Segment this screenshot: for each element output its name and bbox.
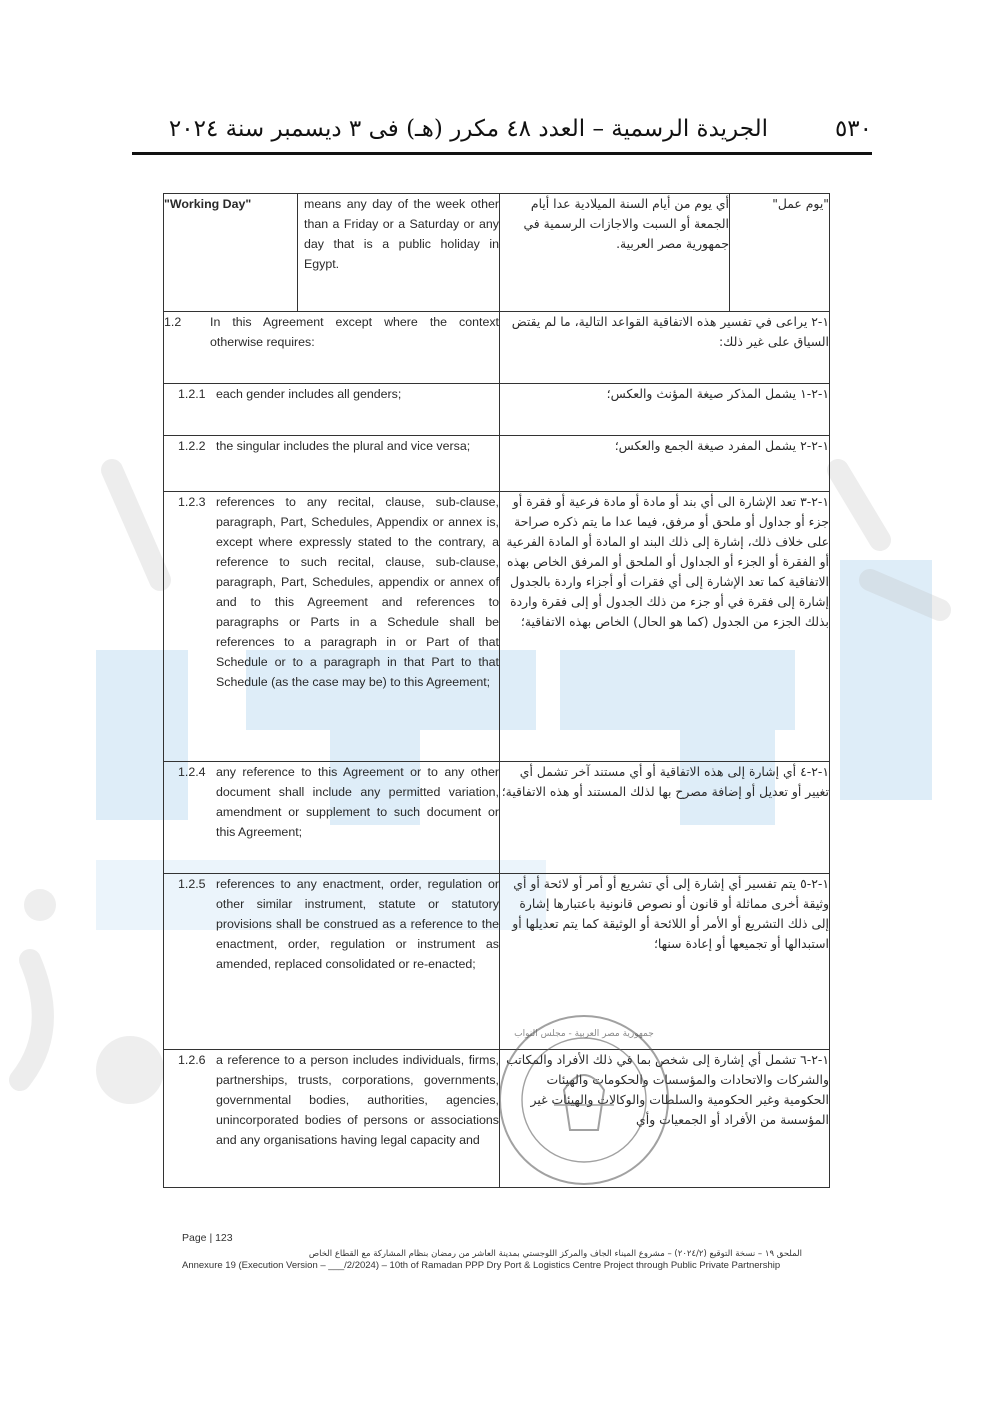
clause-en bbox=[164, 384, 500, 436]
page-label: Page | 123 bbox=[182, 1232, 233, 1244]
meaning-en: means any day of the week other than a Friday or a Saturday or any day that is a public holiday in Egypt. bbox=[298, 194, 500, 312]
clause-number: 1.2.5 bbox=[178, 877, 206, 891]
table-row bbox=[164, 384, 830, 436]
clause-number: 1.2.4 bbox=[178, 765, 206, 779]
clause-en bbox=[164, 762, 500, 874]
clause-ar: ١-٢-١ يشمل المذكر صيغة المؤنث والعكس؛ bbox=[500, 384, 830, 436]
term-en: "Working Day" bbox=[164, 194, 298, 312]
stamp-text: جمهورية مصر العربية - مجلس النواب bbox=[514, 1029, 654, 1039]
table-row bbox=[164, 1050, 830, 1188]
clause-number: 1.2.3 bbox=[178, 495, 206, 509]
clause-ar: ١-٢-٤ أي إشارة إلى هذه الاتفاقية أو أي مستند آخر تشمل أي تغيير أو تعديل أو إضافة مصرح بها لذلك المستند أو هذه الاتفاقية؛ bbox=[500, 762, 830, 874]
clause-en bbox=[164, 492, 500, 762]
clause-text: a reference to a person includes individuals, firms, partnerships, trusts, corporations, governments, governmental bodies, authorities, agencies, unincorporated bodies of persons or associations and any organisations having legal capacity and bbox=[216, 1053, 499, 1147]
table-row bbox=[164, 874, 830, 1050]
page-number: ٥٣٠ bbox=[834, 116, 872, 142]
table-row bbox=[164, 194, 830, 312]
clause-text: any reference to this Agreement or to any other document shall include any permitted variation, amendment or supplement to such document or this Agreement; bbox=[216, 765, 499, 839]
clause-ar: ١-٢-٢ يشمل المفرد صيغة الجمع والعكس؛ bbox=[500, 436, 830, 492]
clause-number: 1.2.1 bbox=[178, 387, 206, 401]
footer-english: Annexure 19 (Execution Version – ___/2/2024) – 10th of Ramadan PPP Dry Port & Logistics Centre Project through Public Private Partnership bbox=[182, 1260, 781, 1271]
clause-ar: ١-٢-٥ يتم تفسير أي إشارة إلى أي تشريع أو أمر أو لائحة أو أي وثيقة أخرى مماثلة أو قانون أو نصوص قانونية باعتبارها إشارة إلى ذلك التشريع أو الأمر أو اللائحة أو الوثيقة كما يتم تعديلها أو استبدالها أو تجميعها أو إعادة سنها؛ bbox=[500, 874, 830, 1050]
clause-ar: ١-٢-٣ تعد الإشارة الى أي بند أو مادة أو مادة فرعية أو فقرة أو جزء أو جداول أو ملحق أو مرفق، فيما عدا ما يتم ذكره صراحة على خلاف ذلك، إشارة إلى ذلك البند او المادة أو المادة الفرعية أو الفقرة أو الجزء أو الجداول أو الملحق أو المرفق الخاص بهذه الاتفاقية كما تعد الإشارة إلى أي فقرات أو أجزاء واردة بالجدول إشارة إلى فقرة في أو جزء من ذلك الجدول أو إلى فقرة واردة بذلك الجزء من الجدول (كما هو الحال) الخاص بهذه الاتفاقية؛ bbox=[500, 492, 830, 762]
page-header bbox=[132, 112, 872, 152]
meaning-ar: أي يوم من أيام السنة الميلادية عدا أيام الجمعة أو السبت والاجازات الرسمية في جمهورية مصر العربية. bbox=[500, 194, 730, 312]
clause-number: 1.2.6 bbox=[178, 1053, 206, 1067]
page-footer bbox=[182, 1232, 802, 1272]
footer-arabic: الملحق ١٩ – نسخة التوقيع (٢٠٢٤/٢) – مشروع الميناء الجاف والمركز اللوجستي بمدينة العاشر من رمضان بنظام المشاركة مع القطاع الخاص bbox=[308, 1249, 802, 1259]
gazette-title: الجريدة الرسمية – العدد ٤٨ مكرر (هـ) فى ٣ ديسمبر سنة ٢٠٢٤ bbox=[168, 116, 768, 142]
clause-number: 1.2 bbox=[164, 315, 182, 329]
clause-ar: ١-٢-٦ تشمل أي إشارة إلى شخص بما في ذلك الأفراد والمكاتب والشركات والاتحادات والمؤسسات والحكومات والهيئات الحكومية وغير الحكومية والسلطات والوكالات والهيئات غير المؤسسة من الأفراد أو الجمعيات وأي bbox=[500, 1050, 830, 1188]
clause-ar: ١-٢ يراعى في تفسير هذه الاتفاقية القواعد التالية، ما لم يقتض السياق على غير ذلك: bbox=[500, 312, 830, 384]
clause-text: references to any enactment, order, regulation or other similar instrument, statute or statutory provisions shall be construed as a reference to the enactment, order, regulation or instrument as amended, replaced consolidated or re-enacted; bbox=[216, 877, 499, 971]
clause-text: In this Agreement except where the context otherwise requires: bbox=[210, 315, 499, 349]
clause-en bbox=[164, 312, 500, 384]
term-ar: "يوم عمل" bbox=[730, 194, 830, 312]
agreement-table bbox=[163, 193, 830, 1188]
clause-en bbox=[164, 1050, 500, 1188]
clause-text: the singular includes the plural and vice versa; bbox=[216, 439, 471, 453]
header-divider bbox=[132, 152, 872, 155]
table-row bbox=[164, 312, 830, 384]
clause-en bbox=[164, 874, 500, 1050]
clause-text: each gender includes all genders; bbox=[216, 387, 402, 401]
table-row bbox=[164, 492, 830, 762]
clause-number: 1.2.2 bbox=[178, 439, 206, 453]
table-row bbox=[164, 436, 830, 492]
clause-text: references to any recital, clause, sub-clause, paragraph, Part, Schedules, Appendix or annex is, except where expressly stated to the contrary, a reference to such recital, clause, sub-clause, paragraph, Part, Schedules, appendix or annex of and to this Agreement and references to paragraphs or Parts in a Schedule shall be references to a paragraph in or Part of that Schedule or to a paragraph in that Part to that Schedule (as the case may be) to this Agreement; bbox=[216, 495, 499, 689]
table-row bbox=[164, 762, 830, 874]
clause-en bbox=[164, 436, 500, 492]
